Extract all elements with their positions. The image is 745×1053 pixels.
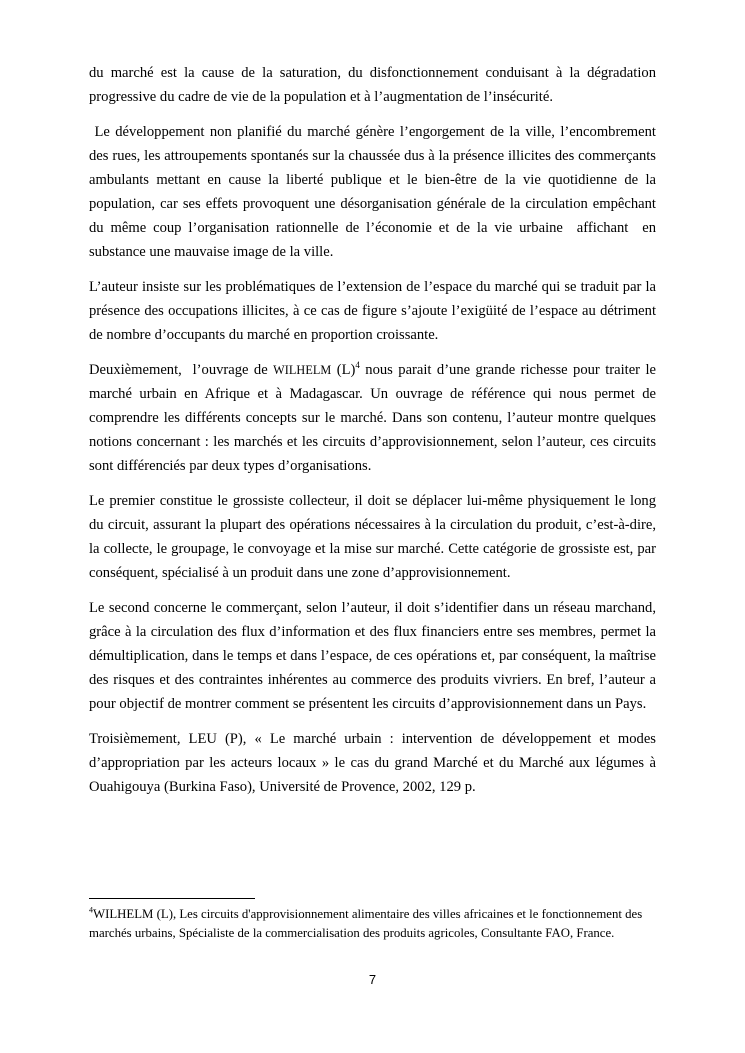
footnote [89,905,656,943]
author-name: WILHELM [273,363,332,377]
footnote-reference[interactable]: 4 [355,360,360,371]
footnote-separator [89,898,255,899]
paragraph-4-text: nous parait d’une grande richesse pour traiter le marché urbain en Afrique et à Madagascar. Un ouvrage de référence qui nous permet de comprendre les différents concepts sur le marché. Dans son contenu, l’auteur montre quelques notions concernant : les marchés et les circuits d’approvisionnement, selon l’auteur, ces circuits sont différenciés par deux types d’organisations. [89,362,656,474]
footnote-marker: 4 [89,905,93,915]
page-number: 7 [368,972,377,987]
paragraph-2: Le développement non planifié du marché génère l’engorgement de la ville, l’encombrement des rues, les attroupements spontanés sur la chaussée dus à la présence illicites des commerçants ambulants mettant en cause la liberté publique et le bien-être de la vie quotidienne de la population, car ses effets provoquent une désorganisation générale de la circulation empêchant du même coup l’organisation rationnelle de l’économie et de la vie urbaine affichant en substance une mauvaise image de la ville. [89,124,660,260]
paragraph-3: L’auteur insiste sur les problématiques de l’extension de l’espace du marché qui se traduit par la présence des occupations illicites, à ce cas de figure s’ajoute l’exigüité de l’espace au détriment de nombre d’occupants du marché en proportion croissante. [89,279,656,343]
paragraph-4 [89,358,656,478]
paragraph-5: Le premier constitue le grossiste collecteur, il doit se déplacer lui-même physiquement le long du circuit, assurant la plupart des opérations nécessaires à la circulation du produit, c’est-à-dire, la collecte, le groupage, le convoyage et la mise sur marché. Cette catégorie de grossiste est, par conséquent, spécialisé à un produit dans une zone d’approvisionnement. [89,493,656,581]
body-text [89,61,660,810]
author-initial: (L) [331,362,356,378]
paragraph-6: Le second concerne le commerçant, selon l’auteur, il doit s’identifier dans un réseau marchand, grâce à la circulation des flux d’information et des flux financiers entre ses membres, permet la démultiplication, dans le temps et dans l’espace, de ces opérations et, par conséquent, la maîtrise des risques et des contraintes inhérentes au commerce des produits vivriers. En bref, l’auteur a pour objectif de montrer comment se présentent les circuits d’approvisionnement dans un Pays. [89,600,656,712]
paragraph-1: du marché est la cause de la saturation, du disfonctionnement conduisant à la dégradation progressive du cadre de vie de la population et à l’augmentation de l’insécurité. [89,65,656,105]
paragraph-7: Troisièmement, LEU (P), « Le marché urbain : intervention de développement et modes d’appropriation par les acteurs locaux » le cas du grand Marché et du Marché aux légumes à Ouahigouya (Burkina Faso), Université de Provence, 2002, 129 p. [89,731,656,795]
footnote-text: WILHELM (L), Les circuits d'approvisionnement alimentaire des villes africaines et le fonctionnement des marchés urbains, Spécialiste de la commercialisation des produits agricoles, Consultante FAO, France. [89,907,643,940]
paragraph-4-lead: Deuxièmement, l’ouvrage de [89,362,274,378]
